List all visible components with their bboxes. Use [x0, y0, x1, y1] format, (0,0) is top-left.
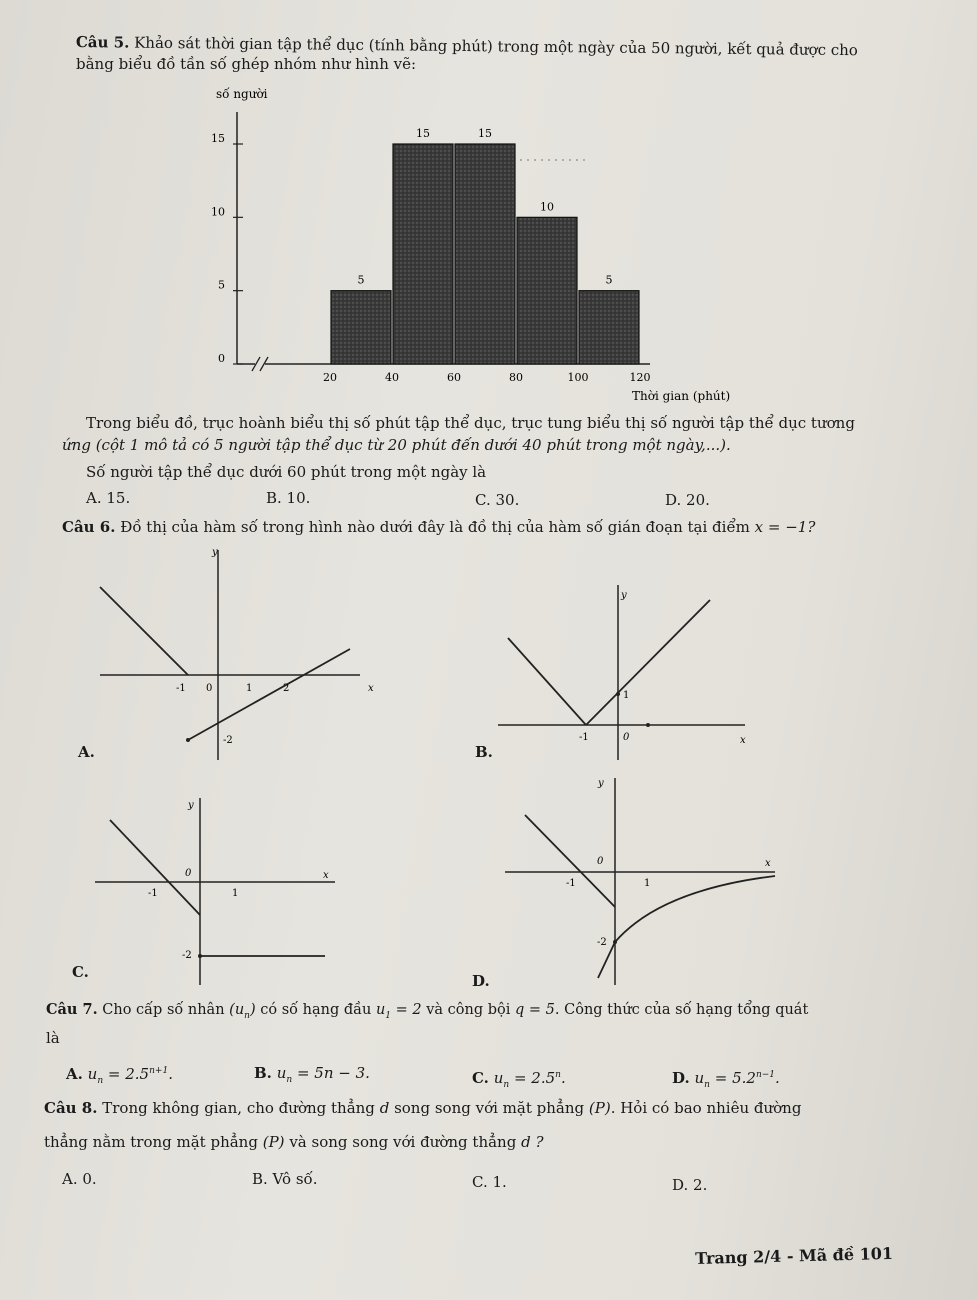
q7-line1 — [46, 1001, 808, 1025]
histogram-x-tick-label: 80 — [509, 371, 523, 384]
q7-option-b-formula — [276, 1064, 370, 1085]
q7-b-rhs: = 5n − 3 — [296, 1064, 366, 1082]
q8-option-b: B. Vô số. — [252, 1170, 318, 1188]
q8-line1a: Trong không gian, cho đường thẳng — [102, 1099, 375, 1117]
histogram-bar — [517, 217, 577, 364]
q7-line2: là — [46, 1029, 60, 1047]
q8-line2c: d ? — [521, 1133, 544, 1151]
histogram-x-tick-label: 120 — [629, 371, 651, 384]
graph-d-tick-m2: -2 — [597, 937, 607, 948]
q7-text-a: Cho cấp số nhân — [102, 1002, 225, 1018]
q7-option-d-letter: D. — [672, 1069, 690, 1087]
q7-c-rhs: = 2.5 — [513, 1069, 556, 1087]
q7-option-a-letter: A. — [66, 1065, 83, 1083]
graph-d-right-branch — [615, 876, 775, 942]
graph-a-right-branch — [188, 649, 350, 740]
graph-b-tick-0: 0 — [623, 732, 630, 743]
q7-u1-sub: 1 — [385, 1010, 392, 1021]
q6-math: x = −1? — [754, 518, 816, 536]
histogram-y-tick-label: 15 — [211, 132, 225, 145]
graph-b-right-branch — [586, 600, 710, 725]
graph-a-label: A. — [78, 743, 95, 761]
q7-b-sub: n — [286, 1075, 293, 1085]
graph-d-tick-m1: -1 — [566, 878, 576, 889]
q7-option-c-letter: C. — [472, 1069, 489, 1087]
q8-line2a: thẳng nằm trong mặt phẳng — [44, 1133, 258, 1151]
q7-a-lhs: u — [87, 1065, 98, 1083]
histogram-bars — [331, 127, 639, 364]
graph-a-tick-2: 2 — [283, 683, 290, 694]
graph-a-left-branch — [100, 587, 188, 675]
q5-question: Số người tập thể dục dưới 60 phút trong một ngày là — [86, 463, 487, 481]
graph-d-point — [613, 940, 617, 944]
graph-c-x-letter: x — [323, 870, 329, 881]
q8-line2b: và song song với đường thẳng — [289, 1133, 517, 1151]
q7-u1 — [375, 1002, 422, 1021]
q8-line2 — [44, 1133, 544, 1151]
graph-a-x-letter: x — [368, 683, 374, 694]
q7-text-c: và công bội — [426, 1002, 511, 1018]
q5-desc-line1: Trong biểu đồ, trục hoành biểu thị số phút tập thể dục, trục tung biểu thị số người tập thể dục tương — [86, 414, 855, 432]
q7-option-a — [66, 1062, 173, 1090]
graph-d-label: D. — [472, 972, 490, 990]
q6-line — [62, 518, 815, 536]
q7-option-d — [672, 1066, 780, 1094]
q7-d-end: . — [775, 1069, 780, 1087]
q7-option-a-formula — [87, 1065, 173, 1086]
graph-b-point-2 — [646, 723, 650, 727]
graph-b — [490, 580, 770, 770]
q7-b-end: . — [365, 1064, 370, 1082]
q7-option-c-formula — [493, 1069, 566, 1090]
q7-option-b-letter: B. — [254, 1064, 272, 1082]
q7-text-d: . Công thức của số hạng tổng quát — [554, 1002, 809, 1018]
q7-d-sup: n−1 — [755, 1070, 776, 1080]
histogram-bar — [579, 291, 639, 364]
q5-option-c: C. 30. — [475, 491, 520, 509]
q7-c-lhs: u — [493, 1069, 504, 1087]
q7-u1-value: = 2 — [395, 1002, 422, 1018]
graph-d-x-letter: x — [765, 858, 771, 869]
q7-c-end: . — [560, 1069, 566, 1087]
q7-option-d-formula — [694, 1069, 780, 1090]
q8-line1c: . Hỏi có bao nhiêu đường — [610, 1099, 802, 1117]
graph-d-tick-0: 0 — [597, 856, 604, 867]
q7-c-sub: n — [503, 1080, 510, 1090]
q7-seq-sub: n — [244, 1010, 250, 1021]
graph-a-tick-1: 1 — [246, 683, 253, 694]
q7-u1-letter: u — [375, 1002, 386, 1018]
graph-a-tick-m2: -2 — [223, 735, 233, 746]
q8-option-a: A. 0. — [62, 1170, 97, 1188]
histogram-bar-value-label: 15 — [478, 127, 492, 140]
q7-b-lhs: u — [276, 1064, 287, 1082]
graph-a-tick-m1: -1 — [176, 683, 186, 694]
histogram-y-tick-label: 10 — [211, 205, 225, 219]
q8-P: (P) — [588, 1099, 611, 1117]
graph-b-x-letter: x — [740, 735, 746, 746]
q7-option-b — [254, 1064, 370, 1089]
graph-b-left-branch — [508, 638, 586, 725]
q7-seq — [229, 1002, 256, 1021]
graph-b-tick-1: 1 — [623, 690, 630, 701]
q7-d-sub: n — [704, 1080, 710, 1090]
q7-label: Câu 7. — [46, 1001, 98, 1018]
q8-option-c: C. 1. — [472, 1173, 507, 1191]
q5-option-a: A. 15. — [86, 489, 131, 507]
q7-seq-open: (u — [229, 1002, 245, 1018]
histogram-x-tick-label: 100 — [567, 371, 589, 384]
q8-d: d — [379, 1099, 390, 1117]
graph-c-tick-0: 0 — [185, 868, 192, 879]
graph-a — [70, 545, 374, 765]
q7-d-rhs: = 5.2 — [714, 1069, 756, 1087]
histogram-bar — [331, 291, 391, 364]
graph-d-tick-1: 1 — [644, 878, 651, 889]
q7-text-b: có số hạng đầu — [260, 1002, 372, 1018]
histogram-bar-value-label: 15 — [416, 127, 430, 140]
q5-desc-line2: ứng (cột 1 mô tả có 5 người tập thể dục từ 20 phút đến dưới 40 phút trong một ngày,...). — [62, 436, 731, 454]
histogram-y-tick-label: 0 — [218, 352, 225, 365]
histogram-bar-value-label: 10 — [540, 200, 554, 214]
page-footer: Trang 2/4 - Mã đề 101 — [694, 1243, 894, 1268]
q7-a-rhs: = 2.5 — [107, 1065, 150, 1083]
q5-option-d: D. 20. — [665, 491, 710, 509]
graph-a-tick-0: 0 — [206, 683, 213, 694]
histogram-bar-value-label: 5 — [605, 273, 613, 287]
q5-line2: bằng biểu đồ tần số ghép nhóm như hình vẽ: — [76, 55, 417, 73]
graph-a-point — [186, 738, 190, 742]
q7-ratio: q = 5 — [515, 1002, 555, 1018]
q8-line1 — [44, 1099, 801, 1117]
q7-a-sup: n+1 — [149, 1066, 169, 1076]
q5-label: Câu 5. — [75, 33, 130, 52]
q8-line1b: song song với mặt phẳng — [394, 1099, 585, 1117]
graph-b-label: B. — [475, 743, 493, 761]
histogram-bar-value-label: 5 — [357, 273, 365, 287]
q7-seq-close: ) — [249, 1002, 256, 1018]
graph-b-y-letter: y — [621, 590, 627, 601]
graph-c-tick-m2: -2 — [182, 950, 192, 961]
q7-option-c — [472, 1066, 566, 1094]
q7-a-end: . — [168, 1065, 173, 1083]
histogram-bar — [455, 144, 515, 364]
q8-label: Câu 8. — [44, 1099, 98, 1117]
graph-a-y-letter: y — [212, 547, 218, 558]
histogram-y-tick-label: 5 — [218, 278, 225, 292]
graph-c-point — [198, 954, 202, 958]
histogram-x-tick-label: 40 — [385, 371, 399, 384]
graph-c-y-letter: y — [188, 800, 194, 811]
q6-label: Câu 6. — [62, 518, 116, 536]
q7-c-sup: n — [555, 1070, 561, 1080]
q8-option-d: D. 2. — [672, 1176, 708, 1194]
q5-text-line1: Khảo sát thời gian tập thể dục (tính bằng phút) trong một ngày của 50 người, kết quả được cho — [134, 33, 858, 60]
q7-d-lhs: u — [694, 1069, 705, 1087]
histogram-y-label: số người — [216, 87, 268, 101]
graph-c-tick-1: 1 — [232, 888, 239, 899]
graph-d — [500, 770, 790, 990]
q6-text: Đồ thị của hàm số trong hình nào dưới đây là đồ thị của hàm số gián đoạn tại điểm — [120, 518, 750, 536]
graph-c-tick-m1: -1 — [148, 888, 158, 899]
histogram-bar — [393, 144, 453, 364]
q7-a-sub: n — [97, 1076, 104, 1086]
graph-d-y-letter: y — [598, 778, 604, 789]
graph-c — [90, 790, 350, 990]
histogram-x-tick-label: 60 — [447, 371, 461, 384]
q8-P-2: (P) — [262, 1133, 285, 1151]
graph-b-tick-m1: -1 — [579, 732, 589, 743]
graph-b-point — [616, 692, 620, 696]
frequency-histogram — [180, 82, 740, 412]
histogram-x-tick-label: 20 — [323, 371, 337, 384]
histogram-x-label: Thời gian (phút) — [632, 389, 731, 403]
graph-c-label: C. — [72, 963, 89, 981]
q5-option-b: B. 10. — [266, 489, 311, 507]
